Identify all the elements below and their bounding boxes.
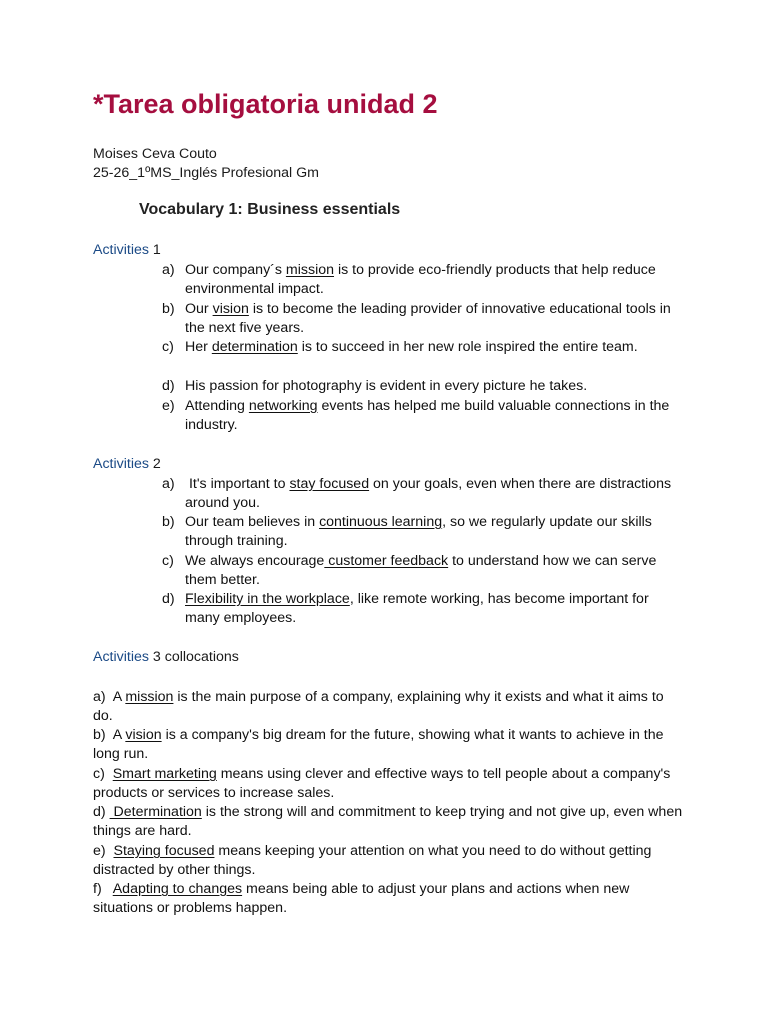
item-letter: c)	[162, 339, 174, 355]
collocation-d: d) Determination is the strong will and commitment to keep trying and not give up, even when things are hard.	[93, 804, 687, 840]
item-letter: d)	[162, 591, 175, 607]
underlined-term: vision	[212, 301, 249, 317]
item-letter: b)	[162, 301, 175, 317]
item-text: We always encourage customer feedback to understand how we can serve them better.	[185, 553, 661, 589]
collocation-e: e) Staying focused means keeping your attention on what you need to do without getting distracted by other things.	[93, 843, 656, 879]
author-name: Moises Ceva Couto	[93, 146, 217, 162]
item-letter: a)	[162, 262, 175, 278]
underlined-term: networking	[248, 398, 318, 414]
underlined-term: mission	[285, 262, 335, 278]
activity2-item-d	[162, 590, 682, 629]
item-text: Our team believes in continuous learning, so we regularly update our skills through training.	[185, 514, 652, 550]
underlined-term: determination	[211, 339, 298, 355]
collocation-a: a) A mission is the main purpose of a company, explaining why it exists and what it aims to do.	[93, 689, 668, 725]
activity1-label	[93, 241, 161, 260]
item-text: Attending networking events has helped me build valuable connections in the industry.	[185, 398, 670, 434]
activity2-item-b	[162, 513, 682, 552]
underlined-term: Smart marketing	[112, 766, 217, 782]
collocation-c: c) Smart marketing means using clever and effective ways to tell people about a company's products or services to increase sales.	[93, 766, 675, 802]
section-heading: Vocabulary 1: Business essentials	[139, 201, 401, 218]
course-name: 25-26_1ºMS_Inglés Profesional Gm	[93, 165, 319, 181]
item-text: Her determination is to succeed in her new role inspired the entire team.	[185, 339, 638, 355]
item-letter: a)	[162, 476, 175, 492]
activity2-item-c	[162, 552, 682, 591]
activity3-label-word: Activities	[93, 649, 149, 665]
activity2-label	[93, 455, 161, 474]
activity2-label-word: Activities	[93, 456, 149, 472]
underlined-term: Staying focused	[113, 843, 215, 859]
item-letter: c)	[162, 553, 174, 569]
item-text: It's important to stay focused on your goals, even when there are distractions around you.	[185, 476, 676, 512]
activity2-item-a	[162, 475, 682, 514]
activity1-label-word: Activities	[93, 242, 149, 258]
activity1-item-c	[162, 338, 682, 357]
activity3-label	[93, 648, 239, 667]
underlined-term: Adapting to changes	[112, 881, 243, 897]
item-letter: b)	[162, 514, 175, 530]
activity1-item-d	[162, 377, 682, 396]
underlined-term: vision	[125, 727, 162, 743]
item-text: Our vision is to become the leading provider of innovative educational tools in the next five years.	[185, 301, 671, 337]
underlined-term: continuous learning	[319, 514, 443, 530]
activity1-item-a	[162, 261, 682, 300]
collocation-f: f) Adapting to changes means being able to adjust your plans and actions when new situations or problems happen.	[93, 881, 634, 917]
underlined-term: stay focused	[289, 476, 370, 492]
activity1-item-b	[162, 300, 682, 339]
item-letter: d)	[162, 378, 175, 394]
activity3-label-number: 3 collocations	[148, 649, 239, 665]
underlined-term: customer feedback	[324, 553, 449, 569]
underlined-term: Determination	[109, 804, 202, 820]
underlined-term: mission	[125, 689, 174, 705]
activity1-item-e	[162, 397, 682, 436]
activity2-label-number: 2	[148, 456, 161, 472]
activity1-label-number: 1	[148, 242, 161, 258]
underlined-term: Flexibility in the workplace	[185, 591, 350, 607]
document-title: *Tarea obligatoria unidad 2	[93, 89, 438, 119]
item-text: Our company´s mission is to provide eco-friendly products that help reduce environmental impact.	[185, 262, 656, 298]
item-letter: e)	[162, 398, 175, 414]
item-text: Flexibility in the workplace, like remote working, has become important for many employees.	[185, 591, 649, 627]
item-text: His passion for photography is evident in every picture he takes.	[185, 378, 588, 394]
collocation-b: b) A vision is a company's big dream for the future, showing what it wants to achieve in the long run.	[93, 727, 668, 763]
